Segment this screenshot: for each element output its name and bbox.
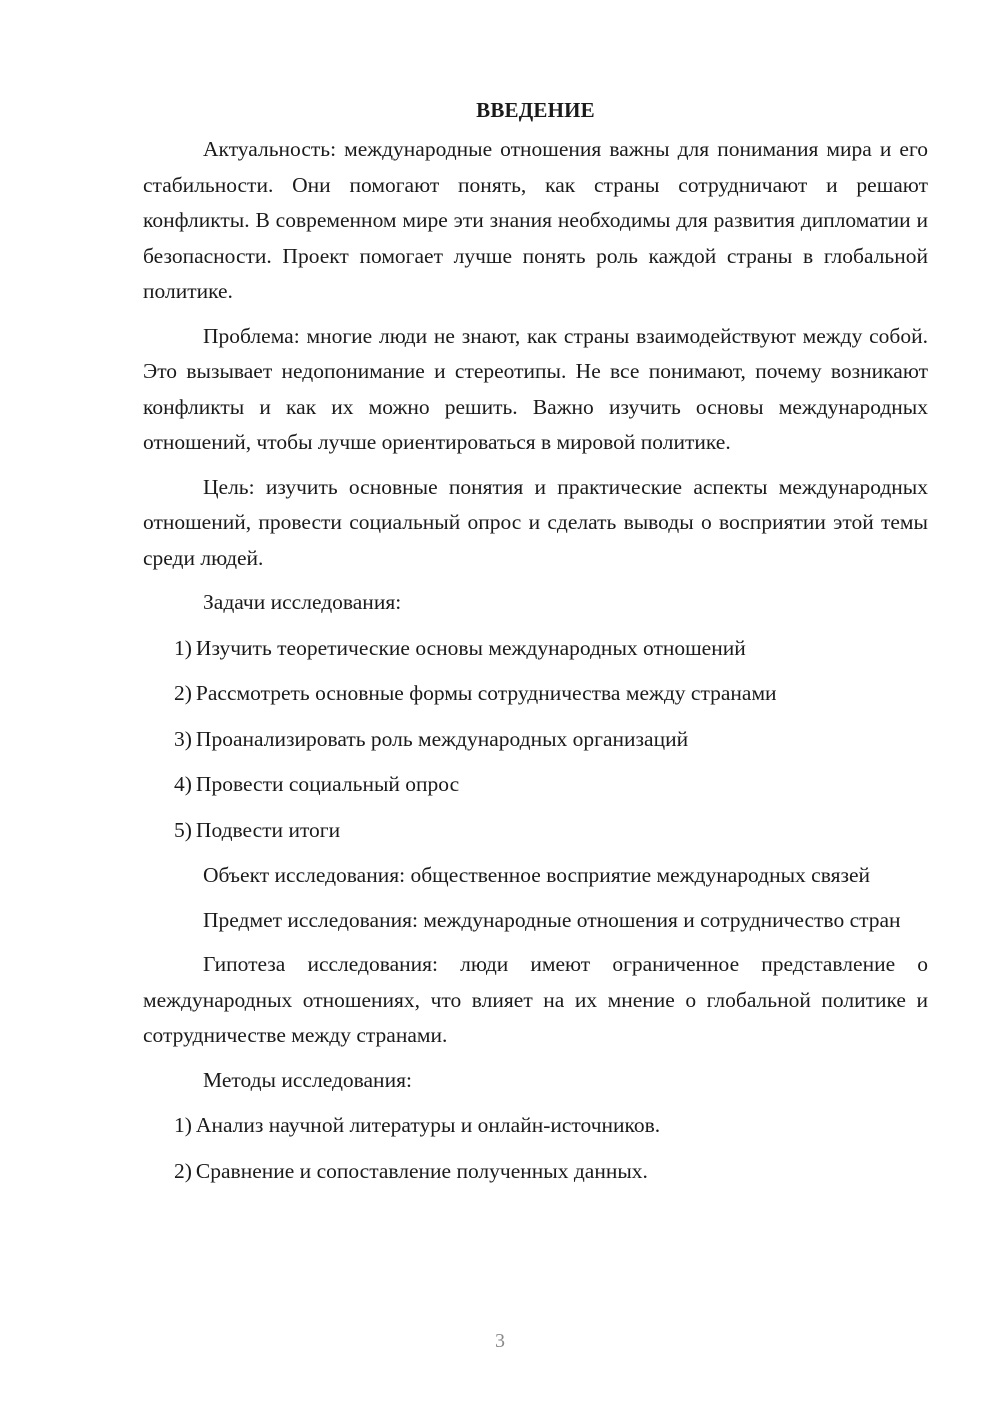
methods-list <box>143 1108 928 1189</box>
list-item-number: 4) <box>174 772 192 796</box>
document-page <box>143 92 928 1199</box>
list-item-number: 5) <box>174 817 192 842</box>
hypothesis-paragraph: Гипотеза исследования: люди имеют ограниченное представление о международных отношениях, что влияет на их мнение о глобальной политике и сотрудничестве между странами. <box>143 952 928 1047</box>
subject-paragraph: Предмет исследования: международные отношения и сотрудничество стран <box>203 907 901 932</box>
list-item-number: 1) <box>174 635 192 660</box>
tasks-heading: Задачи исследования: <box>203 590 402 614</box>
list-item <box>143 813 928 849</box>
list-item-text: Изучить теоретические основы международных отношений <box>195 635 746 660</box>
list-item-text: Сравнение и сопоставление полученных данных. <box>195 1158 648 1183</box>
list-item-text: Провести социальный опрос <box>195 772 460 796</box>
list-item-number: 2) <box>174 1158 192 1183</box>
goal-paragraph: Цель: изучить основные понятия и практические аспекты международных отношений, провести социальный опрос и сделать выводы о восприятии этой темы среди людей. <box>143 474 928 570</box>
list-item-text: Проанализировать роль международных организаций <box>195 726 689 751</box>
section-title: ВВЕДЕНИЕ <box>476 98 595 122</box>
object-paragraph: Объект исследования: общественное восприятие международных связей <box>203 863 871 887</box>
tasks-list <box>143 631 928 849</box>
list-item-text: Рассмотреть основные формы сотрудничества между странами <box>195 681 777 705</box>
list-item-number: 3) <box>174 726 192 751</box>
methods-heading: Методы исследования: <box>203 1067 412 1092</box>
list-item-number: 1) <box>174 1113 192 1137</box>
list-item <box>143 631 928 667</box>
list-item <box>143 767 928 803</box>
page-number: 3 <box>495 1330 505 1352</box>
list-item <box>143 1154 928 1190</box>
list-item-text: Подвести итоги <box>195 817 341 842</box>
list-item <box>143 722 928 758</box>
list-item <box>143 1108 928 1144</box>
list-item <box>143 676 928 712</box>
list-item-number: 2) <box>174 681 192 705</box>
list-item-text: Анализ научной литературы и онлайн-источников. <box>195 1113 661 1137</box>
relevance-paragraph: Актуальность: международные отношения важны для понимания мира и его стабильности. Они помогают понять, как страны сотрудничают и решают конфликты. В современном мире эти знания необходимы для развития дипломатии и безопасности. Проект помогает лучше понять роль каждой страны в глобальной политике. <box>143 137 928 303</box>
problem-paragraph: Проблема: многие люди не знают, как страны взаимодействуют между собой. Это вызывает недопонимание и стереотипы. Не все понимают, почему возникают конфликты и как их можно решить. Важно изучить основы международных отношений, чтобы лучше ориентироваться в мировой политике. <box>143 323 928 454</box>
